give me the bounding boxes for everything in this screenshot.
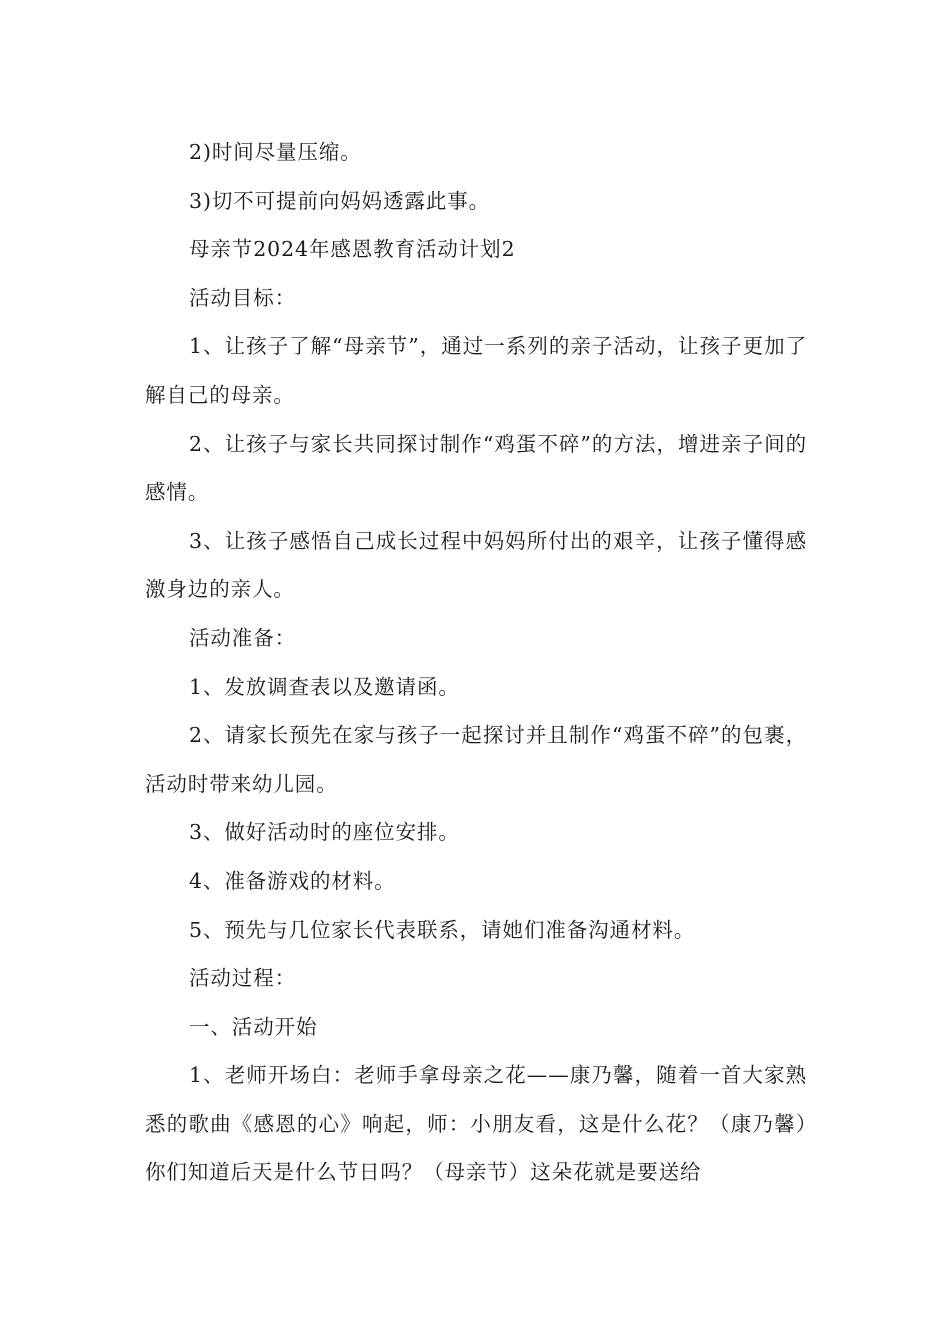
section-title: 母亲节2024年感恩教育活动计划2 [189,237,516,262]
list-item: 3、让孩子感悟自己成长过程中妈妈所付出的艰辛，让孩子懂得感激身边的亲人。 [145,528,807,602]
section-heading: 活动目标： [189,285,296,310]
document-body [145,128,807,1197]
list-item: 5、预先与几位家长代表联系，请她们准备沟通材料。 [189,917,696,942]
list-item: 4、准备游戏的材料。 [189,868,396,893]
section-heading: 活动准备： [189,625,296,650]
section-heading: 活动过程： [189,966,296,991]
list-item: 3)切不可提前向妈妈透露此事。 [189,188,491,213]
list-item: 1、发放调查表以及邀请函。 [189,674,460,699]
subsection-heading: 一、活动开始 [189,1014,318,1039]
list-item: 2、让孩子与家长共同探讨制作“鸡蛋不碎”的方法，增进亲子间的感情。 [145,431,807,505]
list-item: 2、请家长预先在家与孩子一起探讨并且制作“鸡蛋不碎”的包裹，活动时带来幼儿园。 [145,723,807,796]
body-paragraph: 1、老师开场白：老师手拿母亲之花——康乃馨，随着一首大家熟悉的歌曲《感恩的心》响起，师：小朋友看，这是什么花？（康乃馨）你们知道后天是什么节日吗？（母亲节）这朵花就是要送给 [145,1063,807,1185]
list-item: 2)时间尽量压缩。 [189,140,362,164]
list-item: 1、让孩子了解“母亲节”，通过一系列的亲子活动，让孩子更加了解自己的母亲。 [145,334,807,407]
list-item: 3、做好活动时的座位安排。 [189,820,460,845]
